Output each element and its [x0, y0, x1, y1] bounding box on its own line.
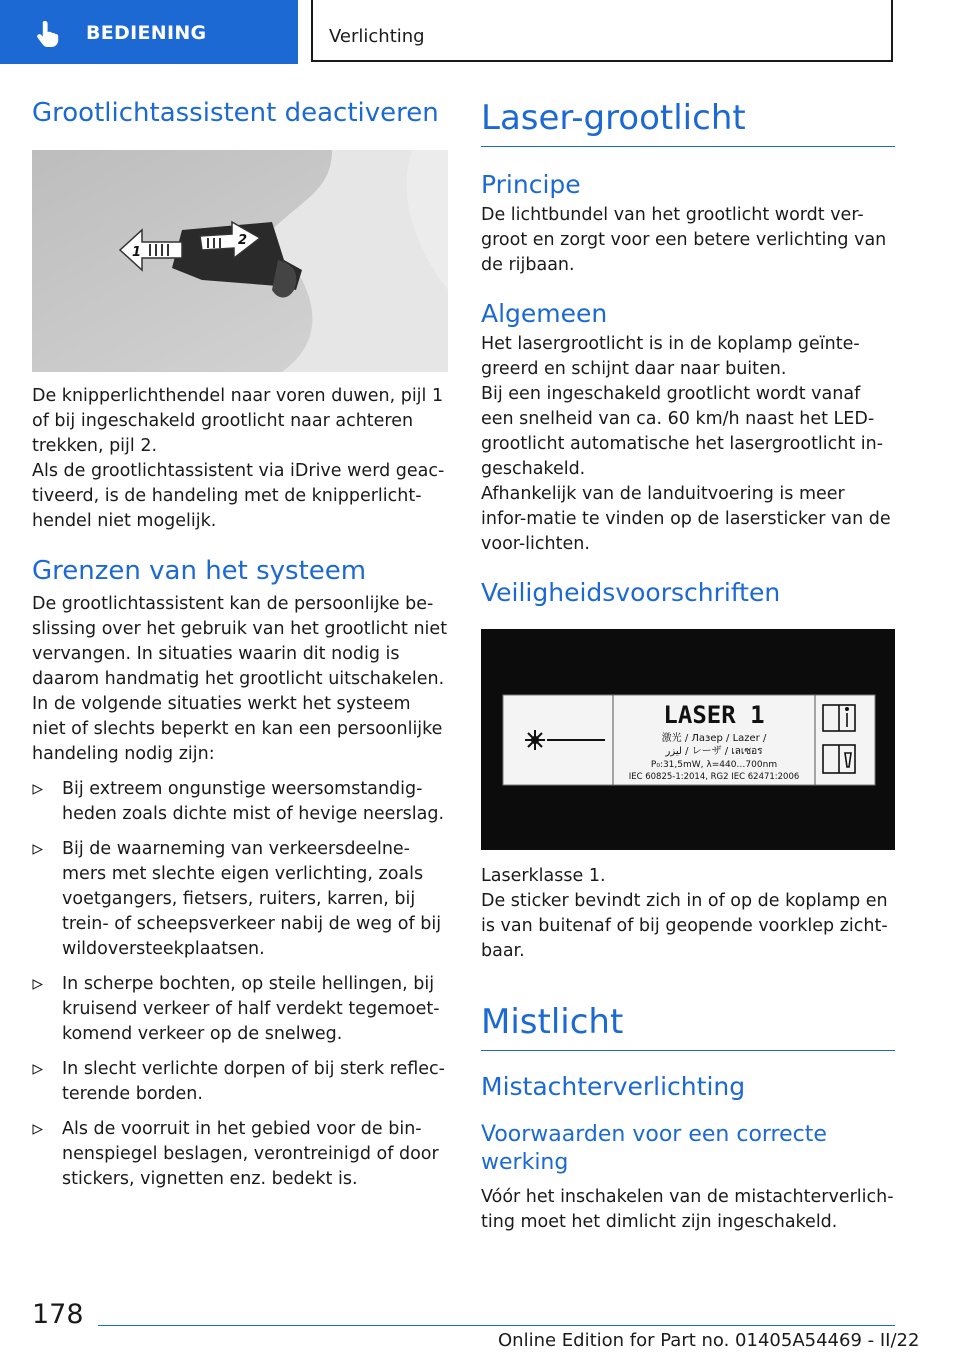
sticker-line-3: P₀:31,5mW, λ=440…700nm: [650, 760, 778, 770]
heading-rule: [481, 146, 895, 147]
paragraph: Als de grootlichtassistent via iDrive werd geac-tiveerd, is de handeling met de knipperlicht-hendel niet mogelijk.: [32, 461, 445, 531]
paragraph: De grootlichtassistent kan de persoonlijke be-slissing over het gebruik van het grootlicht niet vervangen. In situaties waarin dit nodig is daarom handmatig het grootlicht uitschakelen.: [32, 594, 448, 689]
paragraph: Laserklasse 1.: [481, 866, 606, 886]
list-item-text: In scherpe bochten, op steile hellingen, bij kruisend verkeer of half verdekt tegemoet-komend verkeer op de snelweg.: [62, 974, 440, 1044]
footer-edition: Online Edition for Part no. 01405A54469 - II/22: [498, 1330, 920, 1351]
list-item: [32, 972, 448, 1047]
heading-mistachterverlichting: Mistachterverlichting: [481, 1072, 746, 1101]
footer-rule: [98, 1325, 895, 1326]
list-item: [32, 1057, 448, 1107]
paragraph: Het lasergrootlicht is in de koplamp geïnte-greerd en schijnt daar naar buiten.: [481, 334, 860, 379]
arrow-2-label: 2: [238, 233, 248, 248]
list-item-text: Als de voorruit in het gebied voor de bin-nenspiegel beslagen, verontreinigd of door stickers, vignetten enz. bedekt is.: [62, 1119, 439, 1189]
heading-grenzen-van-het-systeem: Grenzen van het systeem: [32, 556, 367, 586]
triangle-bullet-icon: [32, 844, 43, 855]
list-item: [32, 1117, 448, 1192]
paragraph: In de volgende situaties werkt het systeem niet of slechts beperkt en kan een persoonlijke handeling nodig zijn:: [32, 694, 443, 764]
turn-signal-lever-illustration: [32, 150, 448, 372]
page-number: 178: [32, 1299, 84, 1330]
hand-pointer-icon: [32, 18, 64, 50]
chapter-box: [311, 0, 893, 62]
paragraph: De knipperlichthendel naar voren duwen, pijl 1 of bij ingeschakeld grootlicht naar achteren trekken, pijl 2.: [32, 386, 444, 456]
limitations-list: [32, 777, 448, 1192]
heading-laser-grootlicht: Laser-grootlicht: [481, 98, 746, 138]
arrow-1-label: 1: [132, 245, 142, 260]
list-item: [32, 777, 448, 827]
sticker-line-2: ليزر / レーザ / เลเซอร: [665, 746, 763, 757]
list-item-text: Bij extreem ongunstige weersomstandig-heden zoals dichte mist of hevige neerslag.: [62, 779, 445, 824]
section-label: BEDIENING: [86, 22, 207, 44]
heading-mistlicht: Mistlicht: [481, 1002, 624, 1042]
paragraph: De lichtbundel van het grootlicht wordt ver-groot en zorgt voor een betere verlichting van de rijbaan.: [481, 205, 887, 275]
paragraph: Bij een ingeschakeld grootlicht wordt vanaf een snelheid van ca. 60 km/h naast het LED-grootlicht automatische het lasergrootlicht in-geschakeld.: [481, 384, 884, 479]
laser-sticker-photo: [481, 629, 895, 850]
triangle-bullet-icon: [32, 1064, 43, 1075]
sticker-line-1: 激光 / Лазер / Lazer /: [661, 733, 767, 744]
sticker-title: LASER 1: [663, 701, 765, 729]
list-item: [32, 837, 448, 962]
heading-rule: [481, 1050, 895, 1051]
heading-principe: Principe: [481, 170, 581, 199]
heading-grootlichtassistent-deactiveren: Grootlichtassistent deactiveren: [32, 98, 439, 128]
heading-voorwaarden: Voorwaarden voor een correcte werking: [481, 1122, 827, 1175]
heading-algemeen: Algemeen: [481, 299, 608, 328]
triangle-bullet-icon: [32, 979, 43, 990]
section-tab: [0, 0, 298, 64]
heading-veiligheidsvoorschriften: Veiligheidsvoorschriften: [481, 578, 781, 607]
sticker-line-4: IEC 60825-1:2014, RG2 IEC 62471:2006: [628, 772, 800, 782]
right-column: [481, 96, 895, 1235]
list-item-text: Bij de waarneming van verkeersdeelne-mers met slechte eigen verlichting, zoals voetgangers, fietsers, ruiters, karren, bij trein- of scheepsverkeer nabij de weg of bij wildoversteekplaatsen.: [62, 839, 442, 959]
chapter-label: Verlichting: [329, 26, 425, 47]
triangle-bullet-icon: [32, 1124, 43, 1135]
triangle-bullet-icon: [32, 784, 43, 795]
paragraph: De sticker bevindt zich in of op de koplamp en is van buitenaf of bij geopende voorklep zicht-baar.: [481, 891, 888, 961]
left-column: [32, 96, 448, 1202]
list-item-text: In slecht verlichte dorpen of bij sterk reflec-terende borden.: [62, 1059, 445, 1104]
paragraph: Vóór het inschakelen van de mistachterverlich-ting moet het dimlicht zijn ingeschakeld.: [481, 1187, 894, 1232]
paragraph: Afhankelijk van de landuitvoering is meer infor-matie te vinden op de lasersticker van de voor-lichten.: [481, 484, 891, 554]
